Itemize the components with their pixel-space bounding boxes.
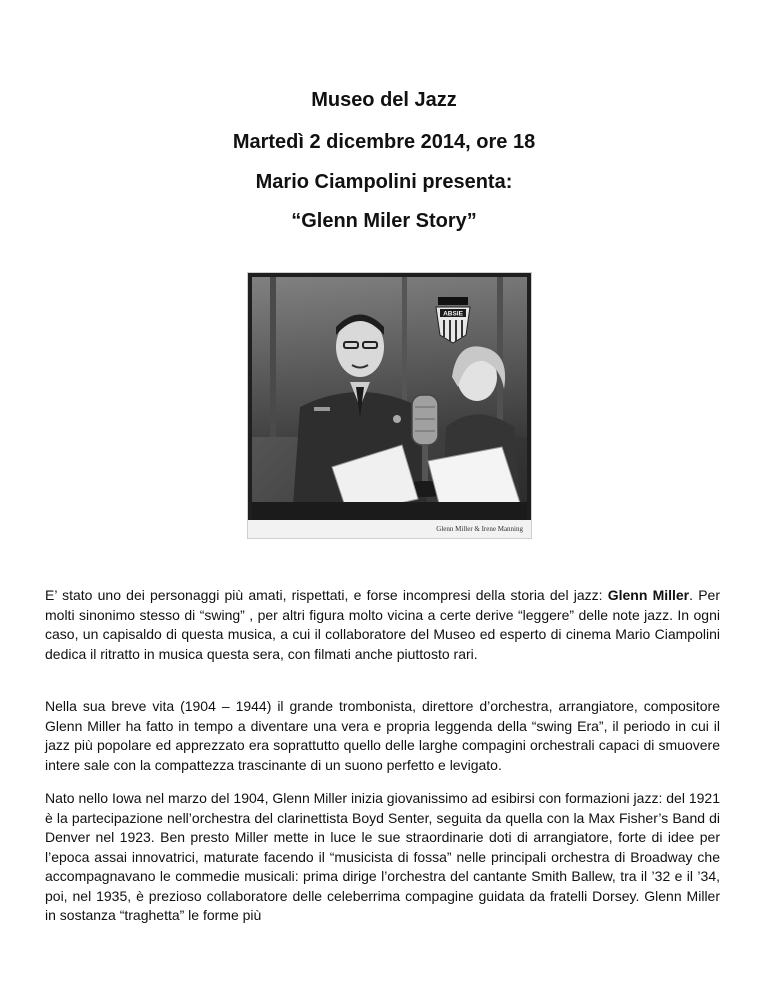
absie-sign-text: ABSIE <box>443 310 463 318</box>
event-date-heading: Martedì 2 dicembre 2014, ore 18 <box>232 131 536 153</box>
photo-caption: Glenn Miller & Irene Manning <box>436 525 523 533</box>
event-venue-title: Museo del Jazz <box>311 89 457 111</box>
photo-glenn-miller-irene-manning <box>247 272 532 539</box>
photo-illustration <box>252 277 527 520</box>
paragraph-intro-rest: . Per molti sinonimo stesso di “swing” , per altri figura molto vicina a certe derive “leggere” delle note jazz. In ogni caso, un capisaldo di questa musica, a cui il collaboratore del Museo ed esperto di cinema Mario Ciampolini dedica il ritratto in musica questa sera, con filmati anche piuttosto rari. <box>45 587 720 662</box>
paragraph-career: Nato nello Iowa nel marzo del 1904, Glenn Miller inizia giovanissimo ad esibirsi con formazioni jazz: del 1921 è la partecipazione nell’orchestra del clarinettista Boyd Senter, seguita da quella con la Max Fisher’s Band di Denver nel 1923. Ben presto Miller mette in luce le sue straordinarie doti di arrangiatore, forte di idee per l’epoca assai innovatrici, maturate facendo il “musicista di fossa” nelle principali orchestra di Broadway che accompagnavano le commedie musicali: prima dirige l’orchestra del cantante Smith Ballew, tra il ’32 e il ’34, poi, nel 1935, è prezioso collaboratore delle celeberrima compagine guidata da fratelli Dorsey. Glenn Miller in sostanza “traghetta” le forme più <box>45 790 720 923</box>
glenn-miller-name: Glenn Miller <box>607 587 690 603</box>
paragraph-intro-text: E’ stato uno dei personaggi più amati, rispettati, e forse incompresi della storia del jazz: <box>45 587 608 603</box>
paragraph-intro <box>45 586 720 664</box>
paragraph-life: Nella sua breve vita (1904 – 1944) il grande trombonista, direttore d’orchestra, arrangiatore, compositore Glenn Miller ha fatto in tempo a diventare una vera e propria leggenda della “swing Era”, il periodo in cui il jazz più popolare ed apprezzato era soprattutto quello delle larghe compagini orchestrali capaci di smuovere intere sale con la compattezza trascinante di un suono perfetto e levigato. <box>45 698 720 773</box>
photo-caption-band <box>248 520 531 538</box>
presenter-heading: Mario Ciampolini presenta: <box>255 171 513 193</box>
absie-sign <box>436 297 470 343</box>
event-title-heading: “Glenn Miler Story” <box>291 210 477 232</box>
